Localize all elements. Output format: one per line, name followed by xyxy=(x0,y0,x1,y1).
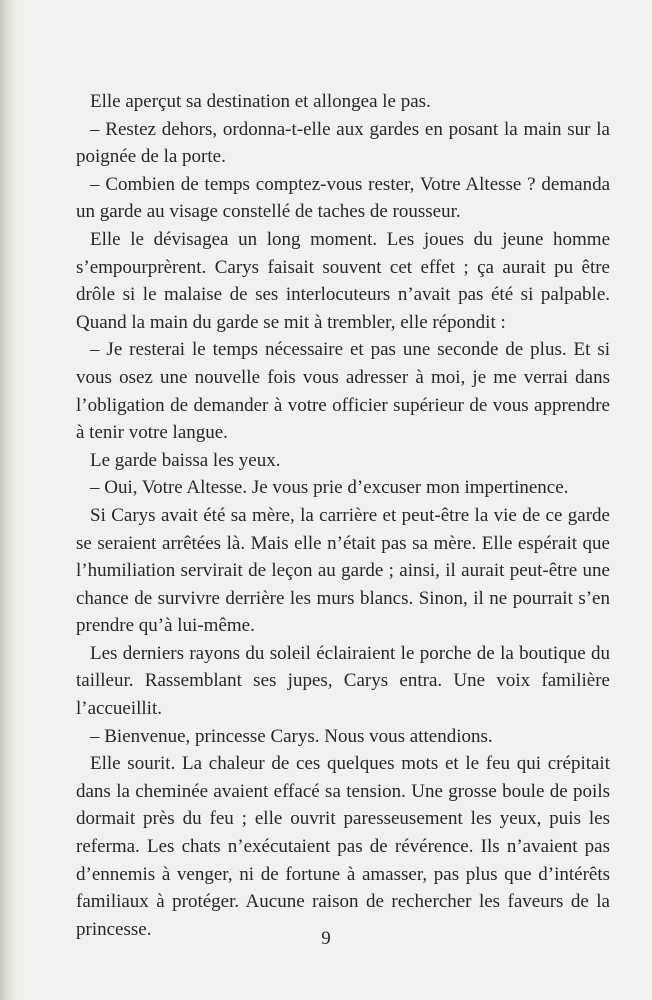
paragraph: – Oui, Votre Altesse. Je vous prie d’excuser mon impertinence. xyxy=(90,477,569,499)
paragraph: Les derniers rayons du soleil éclairaient le porche de la boutique du tailleur. Rassemblant ses jupes, Carys entra. Une voix familière l’accueillit. xyxy=(76,642,610,720)
paragraph: Le garde baissa les yeux. xyxy=(90,449,281,471)
paragraph: – Restez dehors, ordonna-t-elle aux gardes en posant la main sur la poignée de la porte. xyxy=(76,118,610,168)
paragraph: – Combien de temps comptez-vous rester, Votre Altesse ? demanda un garde au visage constellé de taches de rousseur. xyxy=(76,173,610,223)
paragraph: – Bienvenue, princesse Carys. Nous vous attendions. xyxy=(90,725,493,747)
page-gutter-shadow xyxy=(0,0,18,1000)
paragraph: Elle le dévisagea un long moment. Les joues du jeune homme s’empourprèrent. Carys faisait souvent cet effet ; ça aurait pu être drôle si le malaise de ses interlocuteurs n’avait pas été si palpable. Quand la main du garde se mit à trembler, elle répondit : xyxy=(76,228,610,333)
paragraph: Elle sourit. La chaleur de ces quelques mots et le feu qui crépitait dans la cheminée avaient effacé sa tension. Une grosse boule de poils dormait près du feu ; elle ouvrit paresseusement les yeux, puis les referma. Les chats n’exécutaient pas de révérence. Ils n’avaient pas d’ennemis à venger, ni de fortune à amasser, pas plus que d’intérêts familiaux à protéger. Aucune raison de rechercher les faveurs de la princesse. xyxy=(76,753,610,940)
book-page-text xyxy=(76,88,610,943)
page-number: 9 xyxy=(321,928,331,949)
paragraph: Si Carys avait été sa mère, la carrière et peut-être la vie de ce garde se seraient arrêtées là. Mais elle n’était pas sa mère. Elle espérait que l’humiliation servirait de leçon au garde ; ainsi, il aurait peut-être une chance de survivre derrière les murs blancs. Sinon, il ne pourrait s’en prendre qu’à lui-même. xyxy=(76,504,610,637)
paragraph: Elle aperçut sa destination et allongea le pas. xyxy=(90,91,431,112)
paragraph: – Je resterai le temps nécessaire et pas une seconde de plus. Et si vous osez une nouvelle fois vous adresser à moi, je me verrai dans l’obligation de demander à votre officier supérieur de vous apprendre à tenir votre langue. xyxy=(76,339,610,444)
